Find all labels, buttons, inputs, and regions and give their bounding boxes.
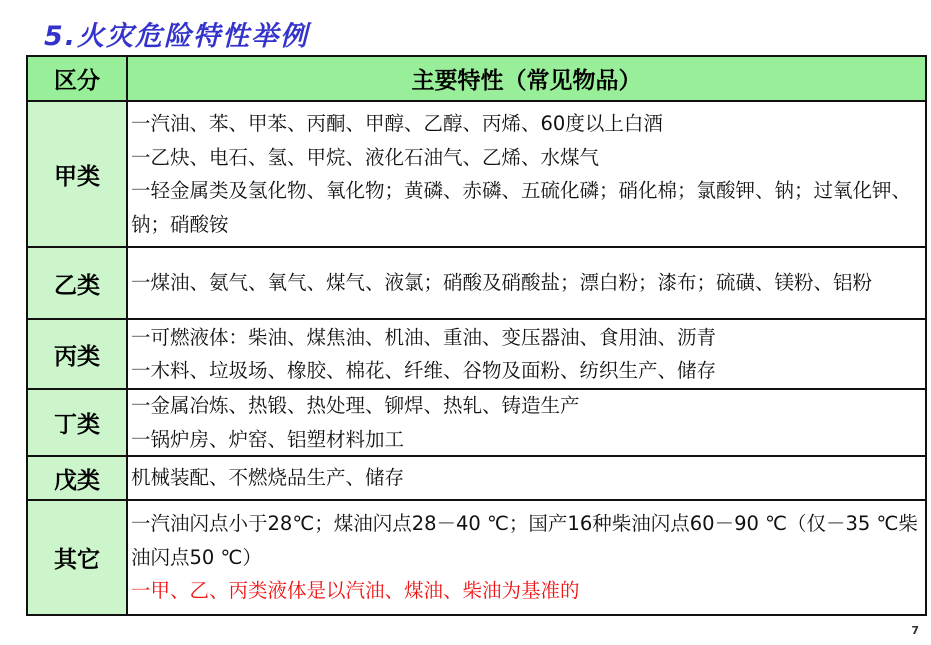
description-other bbox=[128, 501, 925, 614]
highlight-note: 一甲、乙、丙类液体是以汽油、煤油、柴油为基准的 bbox=[131, 579, 580, 603]
description-line: 机械装配、不燃烧品生产、储存 bbox=[131, 466, 405, 490]
category-yi: 乙类 bbox=[28, 248, 128, 320]
description-jia bbox=[128, 102, 925, 248]
description-line: 一煤油、氨气、氧气、煤气、液氯；硝酸及硝酸盐；漂白粉；漆布；硫磺、镁粉、铝粉 bbox=[131, 271, 873, 295]
description-wu bbox=[128, 457, 925, 501]
page-number: 7 bbox=[911, 624, 919, 637]
category-bing: 丙类 bbox=[28, 320, 128, 390]
category-other: 其它 bbox=[28, 501, 128, 614]
description-line: 一木料、垃圾场、橡胶、棉花、纤维、谷物及面粉、纺织生产、储存 bbox=[131, 359, 717, 382]
description-line: 一可燃液体：柴油、煤焦油、机油、重油、变压器油、食用油、沥青 bbox=[131, 325, 717, 349]
description-yi bbox=[128, 248, 925, 320]
description-bing bbox=[128, 320, 925, 390]
category-ding: 丁类 bbox=[28, 390, 128, 457]
description-ding bbox=[128, 390, 925, 457]
hazard-table bbox=[26, 55, 927, 616]
slide-title: 5.火灾危险特性举例 bbox=[44, 21, 310, 52]
description-line: 一金属冶炼、热锻、热处理、铆焊、热轧、铸造生产 bbox=[131, 394, 580, 417]
description-line: 一轻金属类及氢化物、氧化物；黄磷、赤磷、五硫化磷；硝化棉；氯酸钾、钠；过氧化钾、钠；硝酸铵 bbox=[131, 179, 912, 236]
description-line: 一汽油、苯、甲苯、丙酮、甲醇、乙醇、丙烯、60度以上白酒 bbox=[131, 112, 663, 135]
category-wu: 戊类 bbox=[28, 457, 128, 501]
header-category: 区分 bbox=[28, 57, 128, 102]
description-line: 一乙炔、电石、氢、甲烷、液化石油气、乙烯、水煤气 bbox=[131, 145, 600, 169]
header-description: 主要特性（常见物品） bbox=[128, 57, 925, 102]
category-jia: 甲类 bbox=[28, 102, 128, 248]
description-line: 一锅炉房、炉窑、铝塑材料加工 bbox=[131, 427, 405, 451]
description-line: 一汽油闪点小于28℃；煤油闪点28－40 ℃；国产16种柴油闪点60－90 ℃（仅－35 ℃柴油闪点50 ℃） bbox=[131, 512, 918, 569]
